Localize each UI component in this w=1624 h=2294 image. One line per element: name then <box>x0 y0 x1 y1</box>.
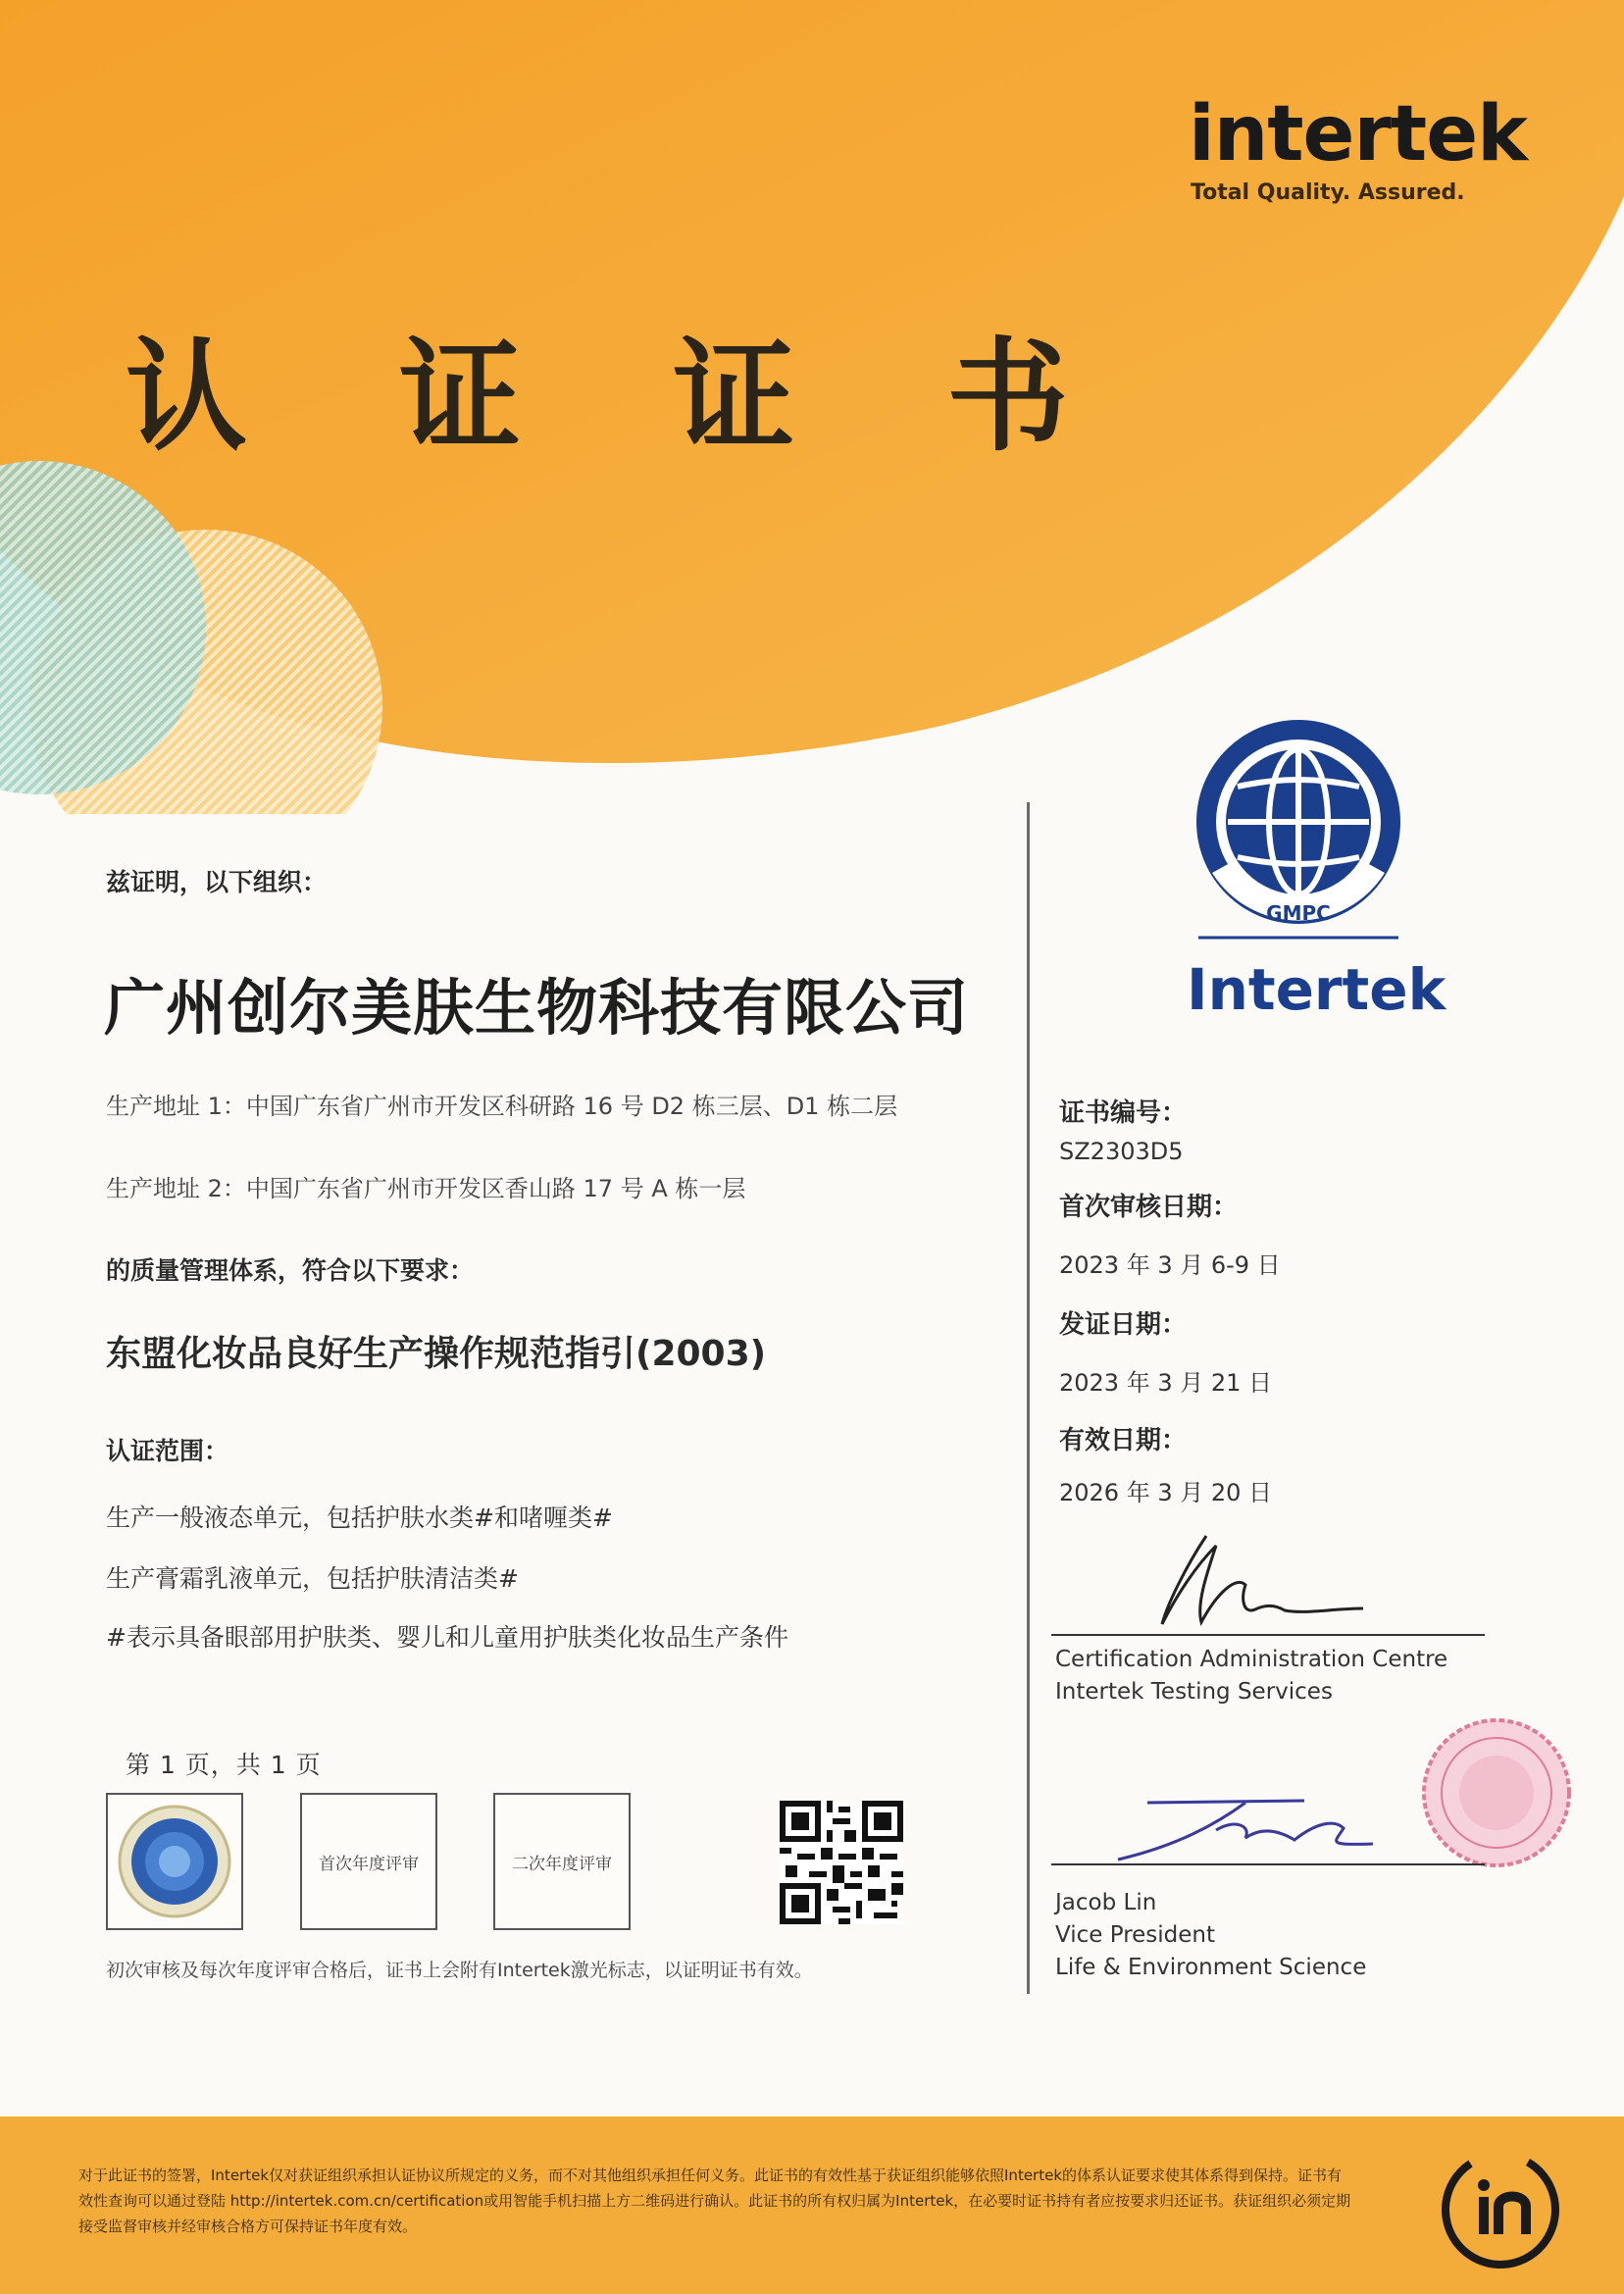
signature-line-2 <box>1051 1863 1485 1865</box>
sig1-line1: Certification Administration Centre <box>1055 1647 1448 1672</box>
scope-title: 认证范围： <box>106 1437 229 1465</box>
issue-date: 2023 年 3 月 21 日 <box>1059 1369 1273 1397</box>
sig1-line2: Intertek Testing Services <box>1055 1679 1333 1705</box>
sig2-dept: Life & Environment Science <box>1055 1955 1367 1980</box>
address-1: 生产地址 1：中国广东省广州市开发区科研路 16 号 D2 栋三层、D1 栋二层 <box>106 1093 898 1120</box>
signature-2 <box>1079 1785 1393 1863</box>
address-2: 生产地址 2：中国广东省广州市开发区香山路 17 号 A 栋一层 <box>106 1175 746 1202</box>
sig2-title: Vice President <box>1055 1922 1216 1948</box>
company-name: 广州创尔美肤生物科技有限公司 <box>104 972 970 1044</box>
laser-note: 初次审核及每次年度评审合格后，证书上会附有Intertek激光标志，以证明证书有效。 <box>106 1960 813 1981</box>
certificate-title: 认 证 证 书 <box>126 326 1124 468</box>
cert-no: SZ2303D5 <box>1059 1138 1184 1165</box>
laser-hologram-icon <box>115 1802 234 1921</box>
intertek-wordmark: Intertek <box>1187 956 1446 1023</box>
second-annual-review-box: 二次年度评审 <box>493 1793 631 1930</box>
signature-2-caption <box>1055 1887 1366 1984</box>
first-audit-label: 首次审核日期： <box>1059 1193 1239 1222</box>
valid-date-label: 有效日期： <box>1059 1426 1188 1455</box>
column-divider <box>1027 802 1030 1994</box>
logo-tagline: Total Quality. Assured. <box>1191 180 1465 205</box>
intertek-in-icon <box>1432 2146 1569 2273</box>
footer-disclaimer: 对于此证书的签署，Intertek仅对获证组织承担认证协议所规定的义务，而不对其他组织承担任何义务。此证书的有效性基于获证组织能够依照Intertek的体系认证要求使其体系得到保持。证书有效性查询可以通过登陆 http://intertek.com.cn/certification或用智能手机扫描上方二维码进行确认。此证书的所有权归属为Intertek，在必要时证书持有者应按要求归还证书。获证组织必须定期接受监督审核并经审核合格方可保持证书年度有效。 <box>78 2167 1351 2235</box>
valid-date: 2026 年 3 月 20 日 <box>1059 1479 1273 1506</box>
requirement-text: 的质量管理体系，符合以下要求： <box>106 1256 475 1285</box>
scope-line: #表示具备眼部用护肤类、婴儿和儿童用护肤类化妆品生产条件 <box>106 1623 788 1652</box>
gmpc-globe-icon <box>1189 716 1408 940</box>
page-info: 第 1 页，共 1 页 <box>126 1751 322 1779</box>
intertek-logo: intertek <box>1189 90 1527 178</box>
signature-1-caption <box>1055 1644 1447 1708</box>
intro-text: 兹证明，以下组织： <box>106 868 328 896</box>
first-audit-date: 2023 年 3 月 6-9 日 <box>1059 1251 1281 1279</box>
signature-1 <box>1147 1526 1373 1632</box>
qr-code <box>780 1801 903 1924</box>
gmpc-label: GMPC <box>1266 901 1331 925</box>
scope-line: 生产膏霜乳液单元，包括护肤清洁类# <box>106 1564 519 1593</box>
scope-line: 生产一般液态单元，包括护肤水类#和啫喱类# <box>106 1504 613 1532</box>
red-seal-stamp <box>1418 1714 1575 1871</box>
signature-line-1 <box>1051 1634 1485 1636</box>
issue-date-label: 发证日期： <box>1059 1310 1188 1340</box>
cert-no-label: 证书编号： <box>1059 1098 1188 1128</box>
standard-name: 东盟化妆品良好生产操作规范指引(2003) <box>106 1334 767 1374</box>
sig2-name: Jacob Lin <box>1055 1890 1157 1915</box>
laser-label-box <box>106 1793 243 1930</box>
first-annual-review-box: 首次年度评审 <box>300 1793 437 1930</box>
